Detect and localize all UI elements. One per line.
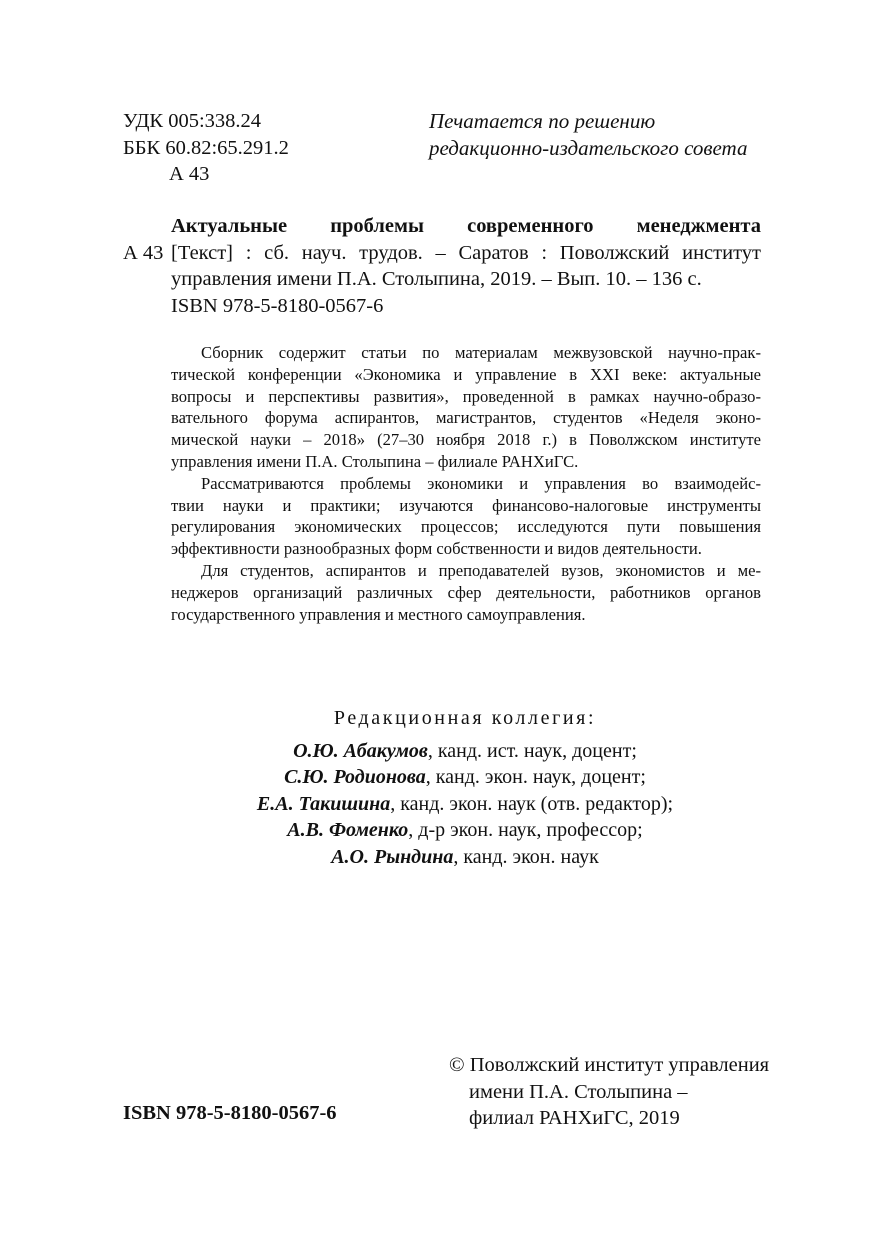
abstract-line: Для студентов, аспирантов и преподавателей вузов, экономистов и ме- (201, 560, 761, 580)
abstract-line: вательного форума аспирантов, магистрантов, студентов «Неделя эконо- (171, 408, 761, 428)
copyright-notice (449, 1052, 769, 1132)
abstract (171, 342, 761, 625)
bib-isbn: ISBN 978-5-8180-0567-6 (171, 294, 384, 317)
abstract-line: неджеров организаций различных сфер деятельности, работников органов (171, 582, 761, 602)
abstract-line: твии науки и практики; изучаются финансово-налоговые инструменты (171, 495, 761, 515)
editorial-board (160, 705, 770, 870)
bibliographic-record (171, 213, 761, 319)
member-name: С.Ю. Родионова (284, 766, 426, 788)
abstract-line: Рассматриваются проблемы экономики и управления во взаимодейс- (201, 473, 761, 493)
board-member (160, 844, 770, 871)
print-note-line-2: редакционно-издательского совета (429, 135, 748, 160)
member-details: , канд. экон. наук (453, 845, 599, 868)
print-note-line-1: Печатается по решению (429, 109, 656, 133)
member-details: , канд. ист. наук, доцент; (427, 739, 637, 762)
abstract-line: регулирования экономических процессов; исследуются пути повышения (171, 517, 761, 537)
member-name: А.В. Фоменко (287, 819, 409, 841)
abstract-line: государственного управления и местного самоуправления. (171, 604, 586, 624)
member-details: , канд. экон. наук (отв. редактор); (390, 792, 674, 815)
footer-isbn: ISBN 978-5-8180-0567-6 (123, 1102, 337, 1124)
copyright-line: имени П.А. Столыпина – (469, 1080, 688, 1103)
abstract-line: тической конференции «Экономика и управление в XXI веке: актуальные (171, 364, 761, 384)
editorial-board-title: Редакционная коллегия: (333, 707, 597, 729)
abstract-line: Сборник содержит статьи по материалам межвузовской научно-прак- (201, 343, 761, 362)
member-name: Е.А. Такишина (256, 792, 391, 815)
bbk-code: ББК 60.82:65.291.2 (123, 136, 289, 159)
abstract-line: мической науки – 2018» (27–30 ноября 2018 г.) в Поволжском институте (171, 430, 761, 450)
classification-codes (123, 108, 289, 188)
udk-code: УДК 005:338.24 (123, 110, 262, 132)
bib-author-mark: А 43 (123, 242, 164, 264)
board-member (160, 764, 770, 791)
abstract-line: управления имени П.А. Столыпина – филиале РАНХиГС. (171, 451, 579, 471)
print-approval-note (429, 108, 747, 161)
board-member (160, 791, 770, 818)
abstract-line: вопросы и перспективы развития», проведенной в рамках научно-образо- (171, 386, 761, 406)
board-member (160, 817, 770, 844)
bib-line-3: управления имени П.А. Столыпина, 2019. – Вып. 10. – 136 с. (171, 268, 702, 290)
book-title: Актуальные проблемы современного менеджмента (171, 215, 761, 237)
bib-line-2: [Текст] : сб. науч. трудов. – Саратов : Поволжский институт (171, 241, 761, 264)
abstract-line: эффективности разнообразных форм собственности и видов деятельности. (171, 539, 702, 559)
member-details: , канд. экон. наук, доцент; (425, 766, 646, 788)
board-member (160, 738, 770, 765)
member-name: О.Ю. Абакумов (293, 739, 428, 762)
member-name: А.О. Рындина (331, 845, 454, 868)
author-mark: А 43 (169, 163, 210, 185)
member-details: , д-р экон. наук, профессор; (408, 819, 643, 841)
copyright-line: © Поволжский институт управления (449, 1054, 770, 1076)
copyright-line: филиал РАНХиГС, 2019 (469, 1107, 680, 1129)
